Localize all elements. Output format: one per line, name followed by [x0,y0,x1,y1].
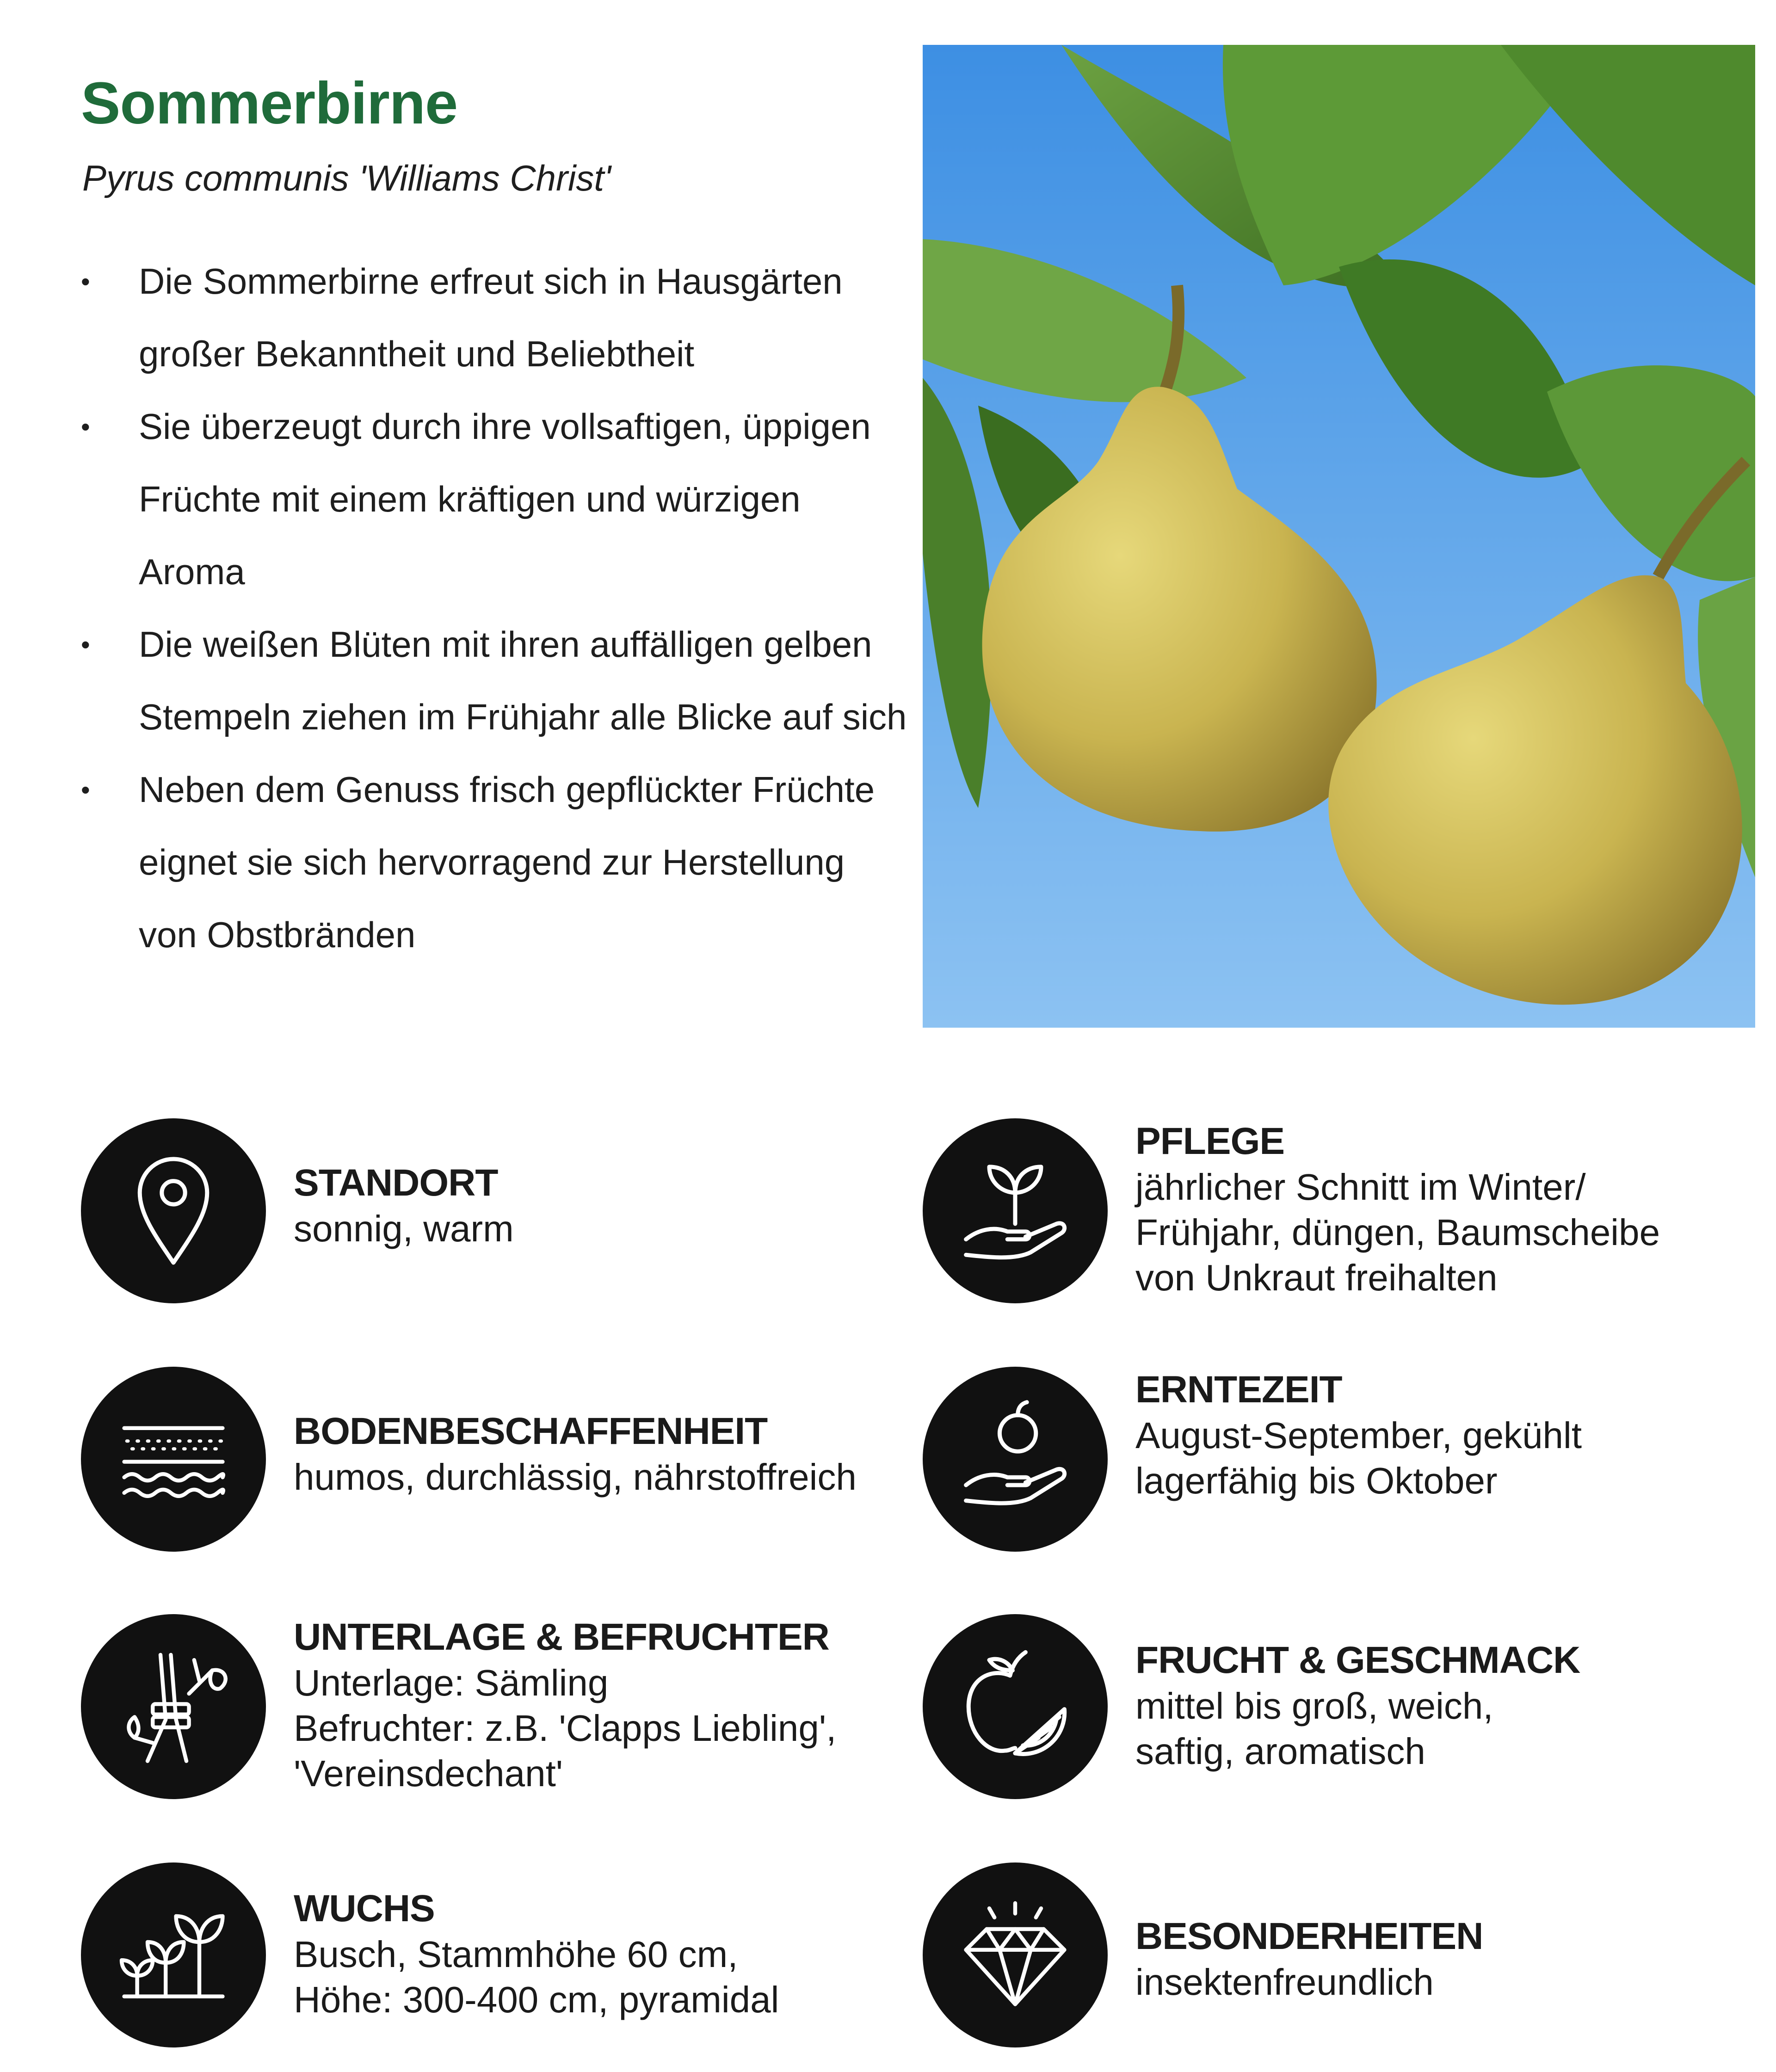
feature-heading: BESONDERHEITEN [1135,1915,1483,1957]
bullet-item: • Die Sommerbirne erfreut sich in Hausgärten großer Bekanntheit und Beliebtheit [81,245,909,390]
feature-description: Busch, Stammhöhe 60 cm, Höhe: 300-400 cm, pyramidal [294,1934,779,2020]
seedlings-icon [81,1862,266,2047]
feature-heading: PFLEGE [1135,1120,1285,1162]
apple-orange-icon [923,1614,1108,1799]
page-title: Sommerbirne [81,70,458,136]
feature-description: sonnig, warm [294,1208,514,1249]
location-pin-icon [81,1118,266,1303]
feature-heading: BODENBESCHAFFENHEIT [294,1410,768,1452]
feature-heading: WUCHS [294,1887,435,1930]
hand-fruit-icon [923,1367,1108,1552]
diamond-icon [923,1862,1108,2047]
feature-description: jährlicher Schnitt im Winter/ Frühjahr, düngen, Baumscheibe von Unkraut freihalten [1135,1166,1660,1298]
graft-icon [81,1614,266,1799]
feature-heading: UNTERLAGE & BEFRUCHTER [294,1616,829,1658]
feature-heading: FRUCHT & GESCHMACK [1135,1639,1580,1681]
feature-description: insektenfreundlich [1135,1961,1434,2003]
pear-photo [923,45,1755,1028]
bullet-item: • Die weißen Blüten mit ihren auffälligen gelben Stempeln ziehen im Frühjahr alle Blicke auf sich [81,608,909,753]
latin-name: Pyrus communis 'Williams Christ' [82,158,611,198]
feature-description: mittel bis groß, weich, saftig, aromatisch [1135,1685,1493,1772]
bullet-item: • Sie überzeugt durch ihre vollsaftigen, üppigen Früchte mit einem kräftigen und würzigen Aroma [81,390,909,608]
feature-bullet-list [81,245,909,971]
feature-description: August-September, gekühlt lagerfähig bis Oktober [1135,1415,1582,1501]
bullet-item: • Neben dem Genuss frisch gepflückter Früchte eignet sie sich hervorragend zur Herstellung von Obstbränden [81,753,909,971]
hand-sprout-icon [923,1118,1108,1303]
feature-heading: ERNTEZEIT [1135,1369,1342,1411]
feature-heading: STANDORT [294,1162,498,1204]
soil-layers-icon [81,1367,266,1552]
feature-description: Unterlage: Sämling Befruchter: z.B. 'Clapps Liebling', 'Vereinsdechant' [294,1662,837,1794]
feature-description: humos, durchlässig, nährstoffreich [294,1456,857,1498]
